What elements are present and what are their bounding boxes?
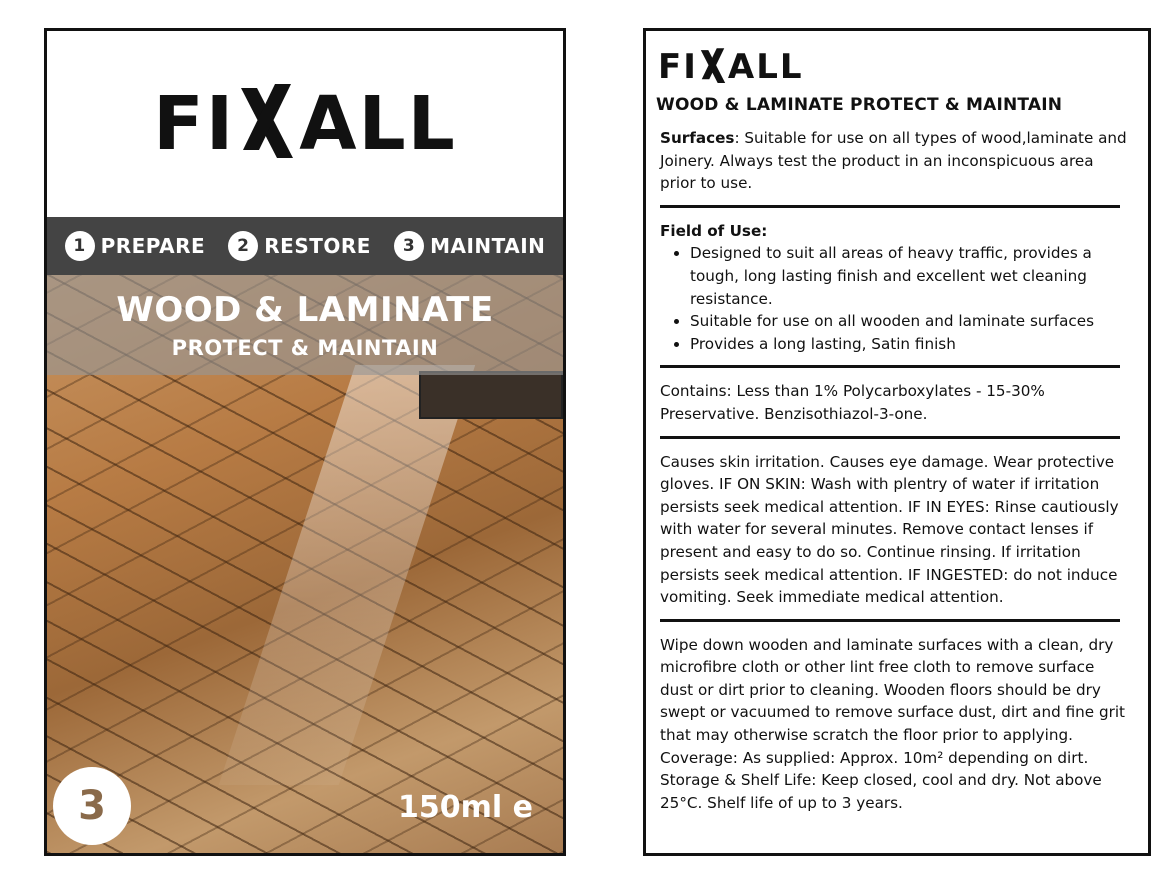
list-item: • Suitable for use on all wooden and laminate surfaces: [690, 310, 1130, 333]
directions-text: Wipe down wooden and laminate surfaces with a clean, dry microfibre cloth or other lint free cloth to remove surface dust or dirt prior to cleaning. Wooden floors should be dry swept or vacuumed to remove surface dust, dirt and fine grit that may otherwise scratch the floor prior to applying.: [660, 635, 1125, 745]
back-body: [660, 127, 1130, 814]
logo-text-right: ALL: [299, 81, 457, 167]
back-label: [643, 28, 1151, 856]
back-product-title: WOOD & LAMINATE PROTECT & MAINTAIN: [656, 95, 1063, 115]
step-badge: 3: [53, 767, 131, 845]
fixall-logo: [153, 81, 457, 167]
field-of-use-heading: Field of Use:: [660, 221, 768, 240]
product-subtitle: PROTECT & MAINTAIN: [171, 336, 439, 360]
step-restore: [228, 231, 371, 261]
list-item: • Designed to suit all areas of heavy traffic, provides a tough, long lasting finish and excellent wet cleaning resistance.: [690, 242, 1130, 310]
divider: [660, 619, 1120, 622]
front-label: [44, 28, 566, 856]
storage-text: Storage & Shelf Life: Keep closed, cool and dry. Not above 25°C. Shelf life of up to 3 years.: [660, 771, 1102, 812]
logo-x-icon: [235, 84, 299, 164]
product-title: WOOD & LAMINATE: [116, 290, 494, 330]
step-number: 1: [65, 231, 95, 261]
step-label: RESTORE: [264, 234, 371, 258]
surfaces-label: Surfaces: [660, 129, 735, 147]
step-number: 3: [394, 231, 424, 261]
surfaces-text: : Suitable for use on all types of wood,laminate and Joinery. Always test the product in an inconspicuous area prior to use.: [660, 129, 1127, 193]
floor-shine: [219, 365, 475, 785]
volume-label: 150ml e: [398, 790, 533, 825]
divider: [660, 365, 1120, 368]
logo-text-left: FI: [658, 47, 698, 87]
step-prepare: [65, 231, 206, 261]
logo-text-right: ALL: [727, 47, 804, 87]
logo-x-icon: [698, 48, 728, 86]
wood-floor-photo: [47, 275, 563, 853]
coverage-text: Coverage: As supplied: Approx. 10m² depending on dirt.: [660, 748, 1089, 767]
contains-text: Contains: Less than 1% Polycarboxylates - 15-30% Preservative. Benzisothiazol-3-one.: [660, 382, 1045, 423]
step-label: MAINTAIN: [430, 234, 546, 258]
warnings-text: Causes skin irritation. Causes eye damage. Wear protective gloves. IF ON SKIN: Wash with plentry of water if irritation persists seek medical attention. IF IN EYES: Rinse cautiously with water for several minutes. Remove contact lenses if present and easy to do so. Continue rinsing. If irritation persists seek medical attention. IF INGESTED: do not induce vomiting. Seek immediate medical attention.: [660, 452, 1119, 607]
divider: [660, 436, 1120, 439]
step-number: 2: [228, 231, 258, 261]
field-of-use-list: [660, 242, 1130, 355]
surfaces-section: [660, 127, 1130, 195]
step-maintain: [394, 231, 545, 261]
step-label: PREPARE: [100, 234, 206, 258]
product-title-band: [47, 275, 563, 375]
divider: [660, 205, 1120, 208]
fixall-logo-small: [658, 47, 804, 87]
steps-bar: [47, 217, 563, 275]
front-logo-area: [47, 31, 563, 217]
list-item: • Provides a long lasting, Satin finish: [690, 333, 1130, 356]
logo-text-left: FI: [153, 81, 236, 167]
paint-tray: [419, 371, 563, 419]
